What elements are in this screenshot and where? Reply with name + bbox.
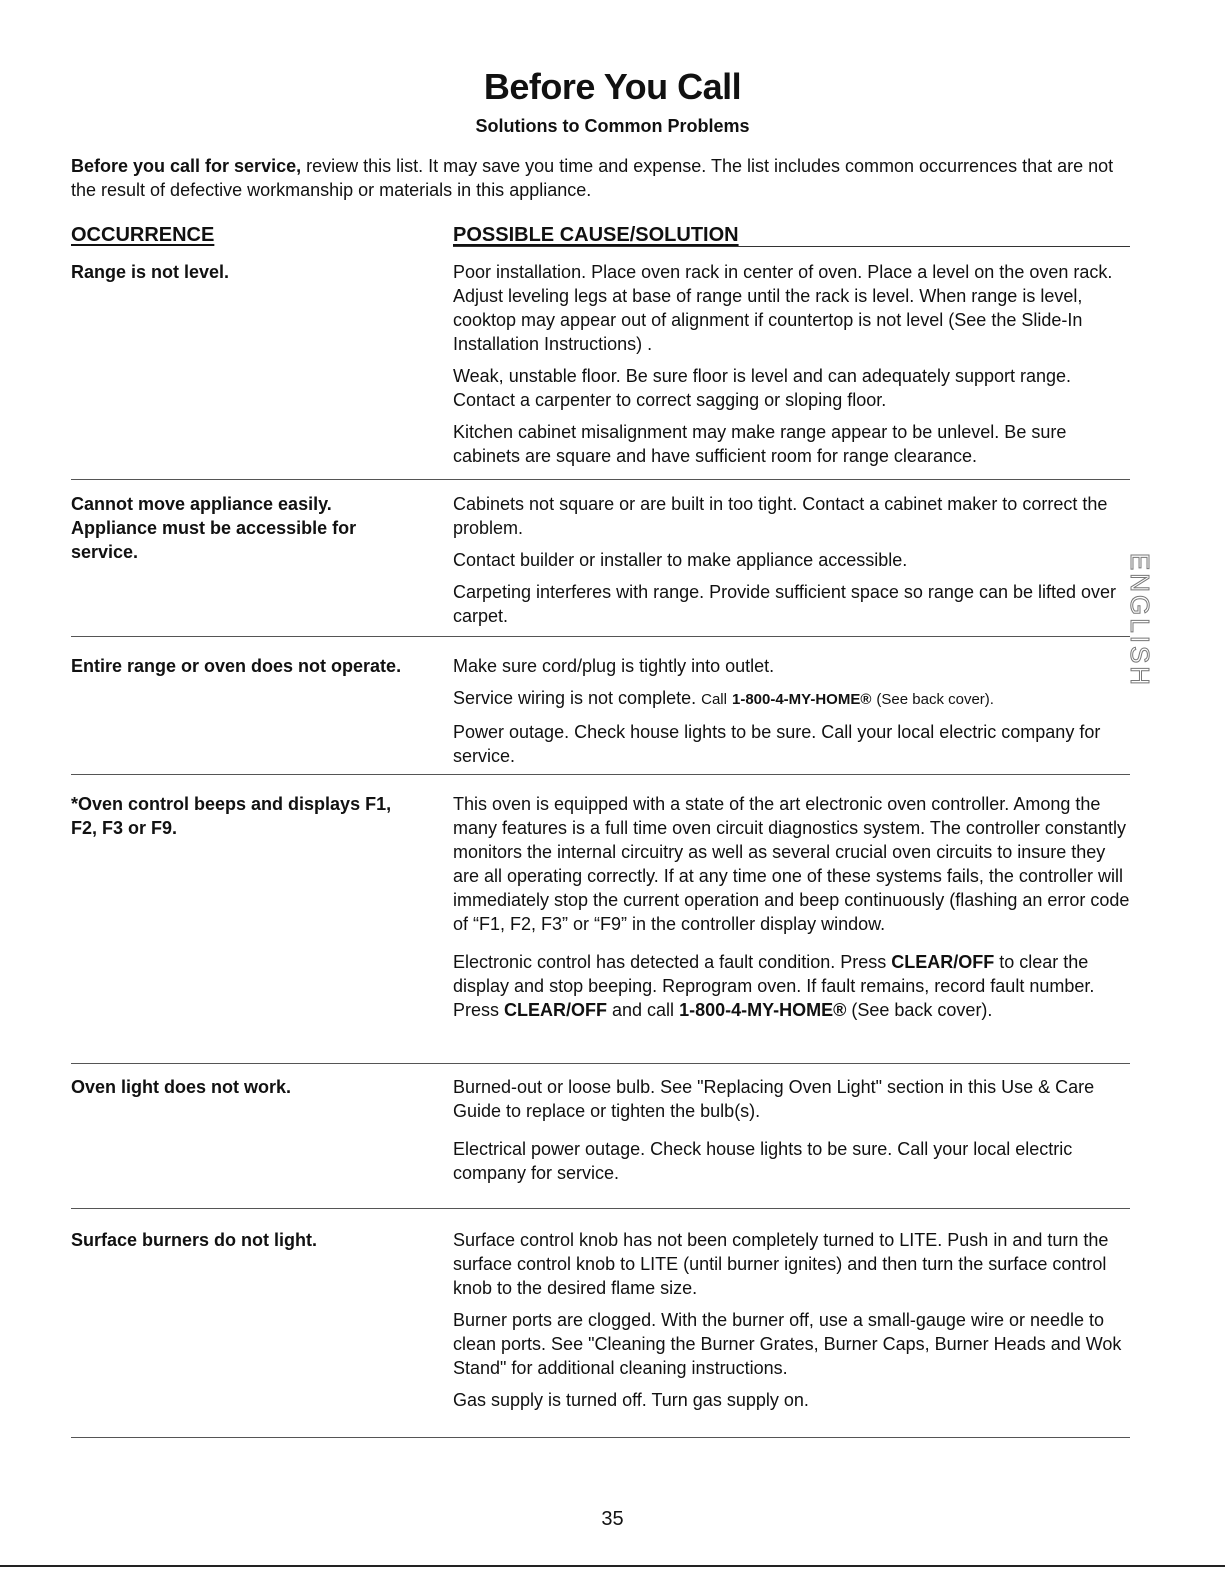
cause-item: Make sure cord/plug is tightly into outlet.: [453, 656, 775, 676]
cause-item: [453, 686, 1133, 712]
cause-item: Surface control knob has not been completely turned to LITE. Push in and turn the surface control knob to LITE (until burner ignites) and then turn the surface control knob to the desired flame size.: [453, 1230, 1109, 1298]
support-phone: 1-800-4-MY-HOME®: [679, 1000, 847, 1020]
cause-text: Service wiring is not complete.: [453, 688, 697, 708]
row-divider: [71, 636, 1130, 637]
cause-item: Burner ports are clogged. With the burner off, use a small-gauge wire or needle to clean ports. See "Cleaning the Burner Grates, Burner Caps, Burner Heads and Wok Stand" for additional cleaning instructions.: [453, 1310, 1122, 1378]
cause-item: Weak, unstable floor. Be sure floor is level and can adequately support range. Contact a carpenter to correct sagging or sloping floor.: [453, 366, 1072, 410]
call-word: Call: [701, 691, 727, 708]
language-side-tab: [1120, 552, 1160, 688]
page-subtitle: Solutions to Common Problems: [475, 116, 750, 136]
cause-text: (See back cover).: [846, 1000, 993, 1020]
cause-text: and call: [607, 1000, 680, 1020]
page-number: 35: [601, 1508, 624, 1530]
clear-off-key: CLEAR/OFF: [504, 1000, 608, 1020]
language-label: ENGLISH: [1125, 552, 1156, 688]
cause-item: Electrical power outage. Check house lights to be sure. Call your local electric company for service.: [453, 1139, 1073, 1183]
cause-item: Cabinets not square or are built in too tight. Contact a cabinet maker to correct the problem.: [453, 494, 1108, 538]
row-divider: [71, 479, 1130, 480]
occurrence-label: Range is not level.: [71, 262, 230, 282]
cause-item: Carpeting interferes with range. Provide sufficient space so range can be lifted over carpet.: [453, 582, 1117, 626]
see-back-cover: (See back cover).: [876, 691, 994, 708]
page-title: Before You Call: [483, 66, 742, 107]
cause-item: [453, 950, 1133, 1022]
clear-off-key: CLEAR/OFF: [891, 952, 995, 972]
occurrence-label: Cannot move appliance easily. Appliance must be accessible for service.: [71, 494, 357, 562]
intro-text: review this list. It may save you time and expense. The list includes common occurrences that are not the result of defective workmanship or materials in this appliance.: [71, 156, 1114, 200]
page-bottom-edge: [0, 1565, 1225, 1567]
cause-item: This oven is equipped with a state of the art electronic oven controller. Among the many features is a full time oven circuit diagnostics system. The controller constantly monitors the internal circuitry as well as several crucial oven circuits to insure they are all operating correctly. If at any time one of these systems fails, the controller will immediately stop the current operation and beep continuously (flashing an error code of “F1, F2, F3” or “F9” in the controller display window.: [453, 794, 1130, 934]
cause-list: [453, 260, 1133, 476]
cause-list: [453, 1075, 1133, 1193]
row-divider: [71, 774, 1130, 775]
row-divider: [71, 1437, 1130, 1438]
row-divider: [71, 1063, 1130, 1064]
cause-text: to clear the display and stop beeping. Reprogram oven. If fault remains, record fault number. Press: [453, 952, 1095, 1020]
cause-item: Poor installation. Place oven rack in center of oven. Place a level on the oven rack. Adjust leveling legs at base of range until the rack is level. When range is level, cooktop may appear out of alignment if countertop is not level (See the Slide-In Installation Instructions) .: [453, 262, 1113, 354]
occurrence-label: Surface burners do not light.: [71, 1230, 318, 1250]
cause-list: [453, 792, 1133, 1030]
cause-list: [453, 654, 1133, 776]
cause-item: Contact builder or installer to make appliance accessible.: [453, 550, 908, 570]
occurrence-label: Entire range or oven does not operate.: [71, 656, 402, 676]
cause-item: Burned-out or loose bulb. See "Replacing Oven Light" section in this Use & Care Guide to replace or tighten the bulb(s).: [453, 1077, 1095, 1121]
cause-list: [453, 492, 1133, 636]
column-header-occurrence: OCCURRENCE: [71, 224, 215, 246]
header-rule: [453, 246, 1130, 247]
column-header-cause: POSSIBLE CAUSE/SOLUTION: [453, 224, 739, 246]
intro-lead: Before you call for service,: [71, 156, 302, 176]
intro-paragraph: [71, 154, 1141, 202]
occurrence-label: *Oven control beeps and displays F1, F2, F3 or F9.: [71, 794, 392, 838]
cause-text: Electronic control has detected a fault condition. Press: [453, 952, 892, 972]
support-phone: 1-800-4-MY-HOME®: [731, 691, 872, 708]
cause-list: [453, 1228, 1133, 1420]
occurrence-label: Oven light does not work.: [71, 1077, 292, 1097]
cause-item: Kitchen cabinet misalignment may make range appear to be unlevel. Be sure cabinets are square and have sufficient room for range clearance.: [453, 422, 1067, 466]
row-divider: [71, 1208, 1130, 1209]
cause-item: Power outage. Check house lights to be sure. Call your local electric company for service.: [453, 722, 1101, 766]
cause-item: Gas supply is turned off. Turn gas supply on.: [453, 1390, 809, 1410]
